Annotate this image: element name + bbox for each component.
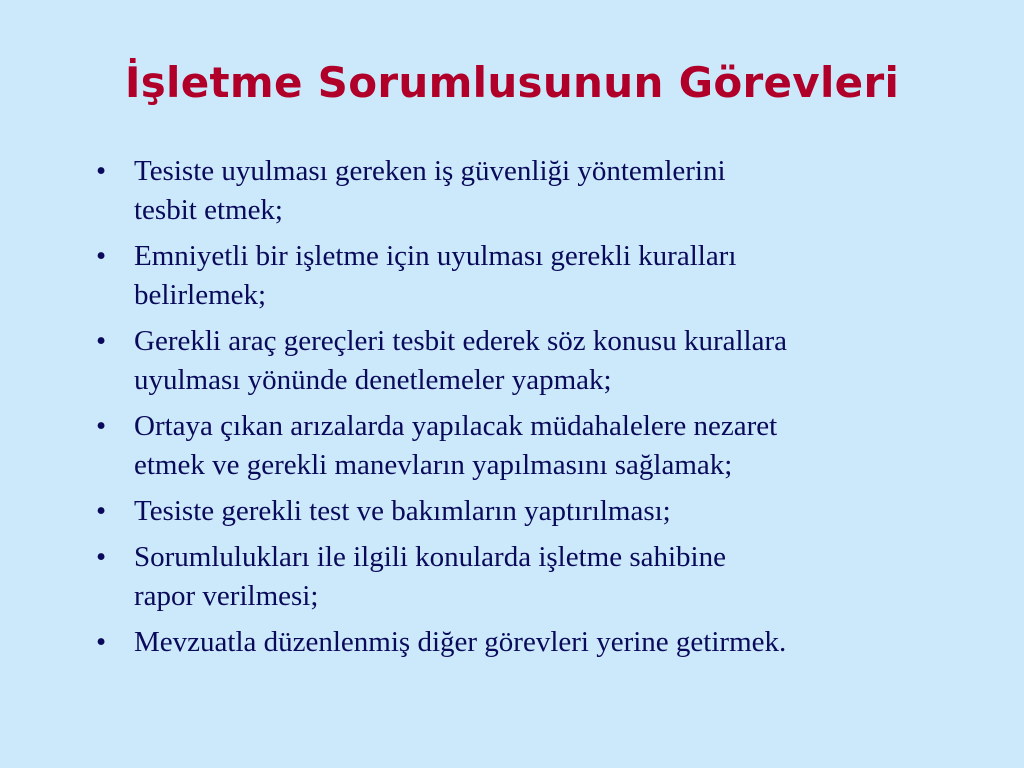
bullet-text-line: rapor verilmesi; bbox=[134, 580, 319, 612]
bullet-list bbox=[96, 152, 966, 669]
bullet-dot: • bbox=[96, 495, 107, 527]
bullet-text-line: tesbit etmek; bbox=[134, 194, 283, 226]
bullet-dot: • bbox=[96, 541, 107, 573]
bullet-item bbox=[96, 237, 966, 315]
bullet-text-line: Gerekli araç gereçleri tesbit ederek söz konusu kurallara bbox=[134, 325, 787, 357]
bullet-dot: • bbox=[96, 325, 107, 357]
bullet-item bbox=[96, 152, 966, 230]
bullet-text-line: Ortaya çıkan arızalarda yapılacak müdahalelere nezaret bbox=[134, 410, 778, 442]
bullet-dot: • bbox=[96, 410, 107, 442]
bullet-dot: • bbox=[96, 155, 107, 187]
bullet-text-line: Tesiste gerekli test ve bakımların yaptırılması; bbox=[134, 495, 671, 527]
bullet-item bbox=[96, 322, 966, 400]
bullet-text-line: Sorumlulukları ile ilgili konularda işletme sahibine bbox=[134, 541, 726, 573]
slide-title: İşletme Sorumlusunun Görevleri bbox=[124, 58, 900, 107]
bullet-item bbox=[96, 492, 966, 531]
bullet-item bbox=[96, 623, 966, 662]
bullet-text-line: Mevzuatla düzenlenmiş diğer görevleri yerine getirmek. bbox=[134, 626, 787, 658]
bullet-text-line: Emniyetli bir işletme için uyulması gerekli kuralları bbox=[134, 240, 737, 272]
bullet-text-line: etmek ve gerekli manevların yapılmasını sağlamak; bbox=[134, 449, 733, 481]
bullet-text-line: belirlemek; bbox=[134, 279, 267, 311]
bullet-text-line: Tesiste uyulması gereken iş güvenliği yöntemlerini bbox=[134, 155, 726, 187]
bullet-dot: • bbox=[96, 240, 107, 272]
bullet-item bbox=[96, 538, 966, 616]
bullet-dot: • bbox=[96, 626, 107, 658]
bullet-item bbox=[96, 407, 966, 485]
bullet-text-line: uyulması yönünde denetlemeler yapmak; bbox=[134, 364, 612, 396]
